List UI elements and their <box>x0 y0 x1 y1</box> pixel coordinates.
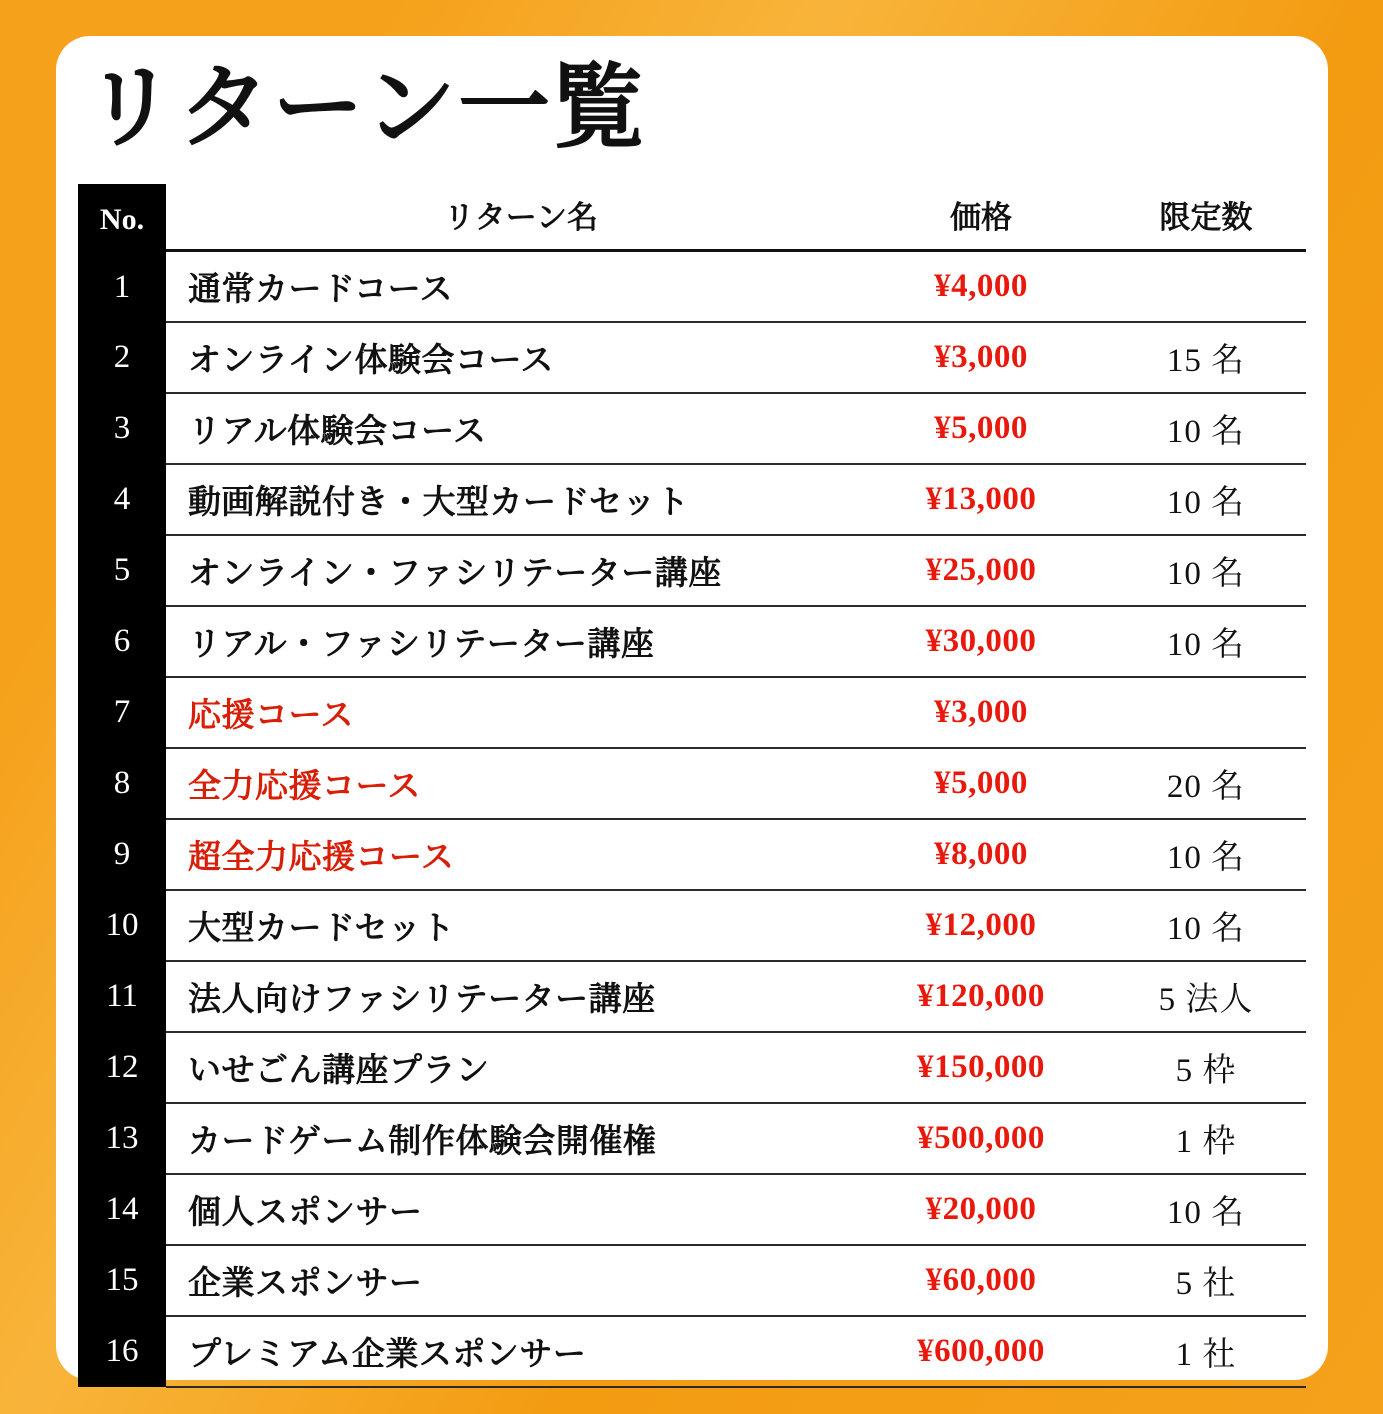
row-number: 14 <box>78 1174 166 1245</box>
table-header-row <box>78 184 1306 251</box>
return-name: 企業スポンサー <box>166 1245 856 1316</box>
return-price: ¥30,000 <box>856 606 1106 677</box>
table-row <box>78 535 1306 606</box>
return-limit: 1 枠 <box>1106 1103 1306 1174</box>
return-price: ¥5,000 <box>856 748 1106 819</box>
table-row <box>78 251 1306 323</box>
row-number: 13 <box>78 1103 166 1174</box>
table-row <box>78 1032 1306 1103</box>
table-row <box>78 748 1306 819</box>
return-name: オンライン体験会コース <box>166 322 856 393</box>
return-price: ¥4,000 <box>856 251 1106 323</box>
return-price: ¥120,000 <box>856 961 1106 1032</box>
return-name: 通常カードコース <box>166 251 856 323</box>
row-number: 6 <box>78 606 166 677</box>
row-number: 9 <box>78 819 166 890</box>
return-limit: 10 名 <box>1106 464 1306 535</box>
row-number: 4 <box>78 464 166 535</box>
row-number: 12 <box>78 1032 166 1103</box>
return-limit: 5 法人 <box>1106 961 1306 1032</box>
row-number: 7 <box>78 677 166 748</box>
page-title: リターン一覧 <box>84 57 647 159</box>
returns-table <box>78 184 1306 1388</box>
column-header-price: 価格 <box>856 184 1106 251</box>
return-limit: 10 名 <box>1106 890 1306 961</box>
return-price: ¥5,000 <box>856 393 1106 464</box>
return-name: 個人スポンサー <box>166 1174 856 1245</box>
return-name: 動画解説付き・大型カードセット <box>166 464 856 535</box>
table-row <box>78 1174 1306 1245</box>
return-price: ¥12,000 <box>856 890 1106 961</box>
row-number: 1 <box>78 251 166 323</box>
table-header <box>78 184 1306 251</box>
row-number: 8 <box>78 748 166 819</box>
return-limit: 5 社 <box>1106 1245 1306 1316</box>
return-limit: 10 名 <box>1106 606 1306 677</box>
table-row <box>78 606 1306 677</box>
return-name: オンライン・ファシリテーター講座 <box>166 535 856 606</box>
return-name: リアル・ファシリテーター講座 <box>166 606 856 677</box>
return-name: 法人向けファシリテーター講座 <box>166 961 856 1032</box>
return-limit <box>1106 251 1306 323</box>
return-price: ¥20,000 <box>856 1174 1106 1245</box>
column-header-name: リターン名 <box>166 184 856 251</box>
return-name: 超全力応援コース <box>166 819 856 890</box>
row-number: 5 <box>78 535 166 606</box>
row-number: 16 <box>78 1316 166 1387</box>
return-limit: 10 名 <box>1106 535 1306 606</box>
table-row <box>78 677 1306 748</box>
return-price: ¥3,000 <box>856 322 1106 393</box>
table-row <box>78 1316 1306 1387</box>
return-name: カードゲーム制作体験会開催権 <box>166 1103 856 1174</box>
row-number: 11 <box>78 961 166 1032</box>
return-price: ¥13,000 <box>856 464 1106 535</box>
table-row <box>78 1245 1306 1316</box>
return-limit: 5 枠 <box>1106 1032 1306 1103</box>
table-row <box>78 322 1306 393</box>
row-number: 2 <box>78 322 166 393</box>
table-row <box>78 890 1306 961</box>
table-row <box>78 961 1306 1032</box>
return-limit <box>1106 677 1306 748</box>
row-number: 15 <box>78 1245 166 1316</box>
table-row <box>78 464 1306 535</box>
return-name: 大型カードセット <box>166 890 856 961</box>
return-limit: 10 名 <box>1106 393 1306 464</box>
row-number: 10 <box>78 890 166 961</box>
return-limit: 1 社 <box>1106 1316 1306 1387</box>
return-list-card <box>56 36 1328 1380</box>
return-price: ¥8,000 <box>856 819 1106 890</box>
table-row <box>78 1103 1306 1174</box>
row-number: 3 <box>78 393 166 464</box>
return-limit: 10 名 <box>1106 819 1306 890</box>
return-name: 全力応援コース <box>166 748 856 819</box>
return-limit: 10 名 <box>1106 1174 1306 1245</box>
table-row <box>78 819 1306 890</box>
return-price: ¥600,000 <box>856 1316 1106 1387</box>
returns-table-wrapper <box>78 184 1306 1388</box>
return-price: ¥60,000 <box>856 1245 1106 1316</box>
column-header-no: No. <box>78 184 166 251</box>
return-price: ¥25,000 <box>856 535 1106 606</box>
return-price: ¥150,000 <box>856 1032 1106 1103</box>
return-limit: 20 名 <box>1106 748 1306 819</box>
table-body <box>78 251 1306 1388</box>
return-name: リアル体験会コース <box>166 393 856 464</box>
return-price: ¥500,000 <box>856 1103 1106 1174</box>
return-limit: 15 名 <box>1106 322 1306 393</box>
return-name: プレミアム企業スポンサー <box>166 1316 856 1387</box>
column-header-limit: 限定数 <box>1106 184 1306 251</box>
table-row <box>78 393 1306 464</box>
return-name: いせごん講座プラン <box>166 1032 856 1103</box>
return-name: 応援コース <box>166 677 856 748</box>
return-price: ¥3,000 <box>856 677 1106 748</box>
